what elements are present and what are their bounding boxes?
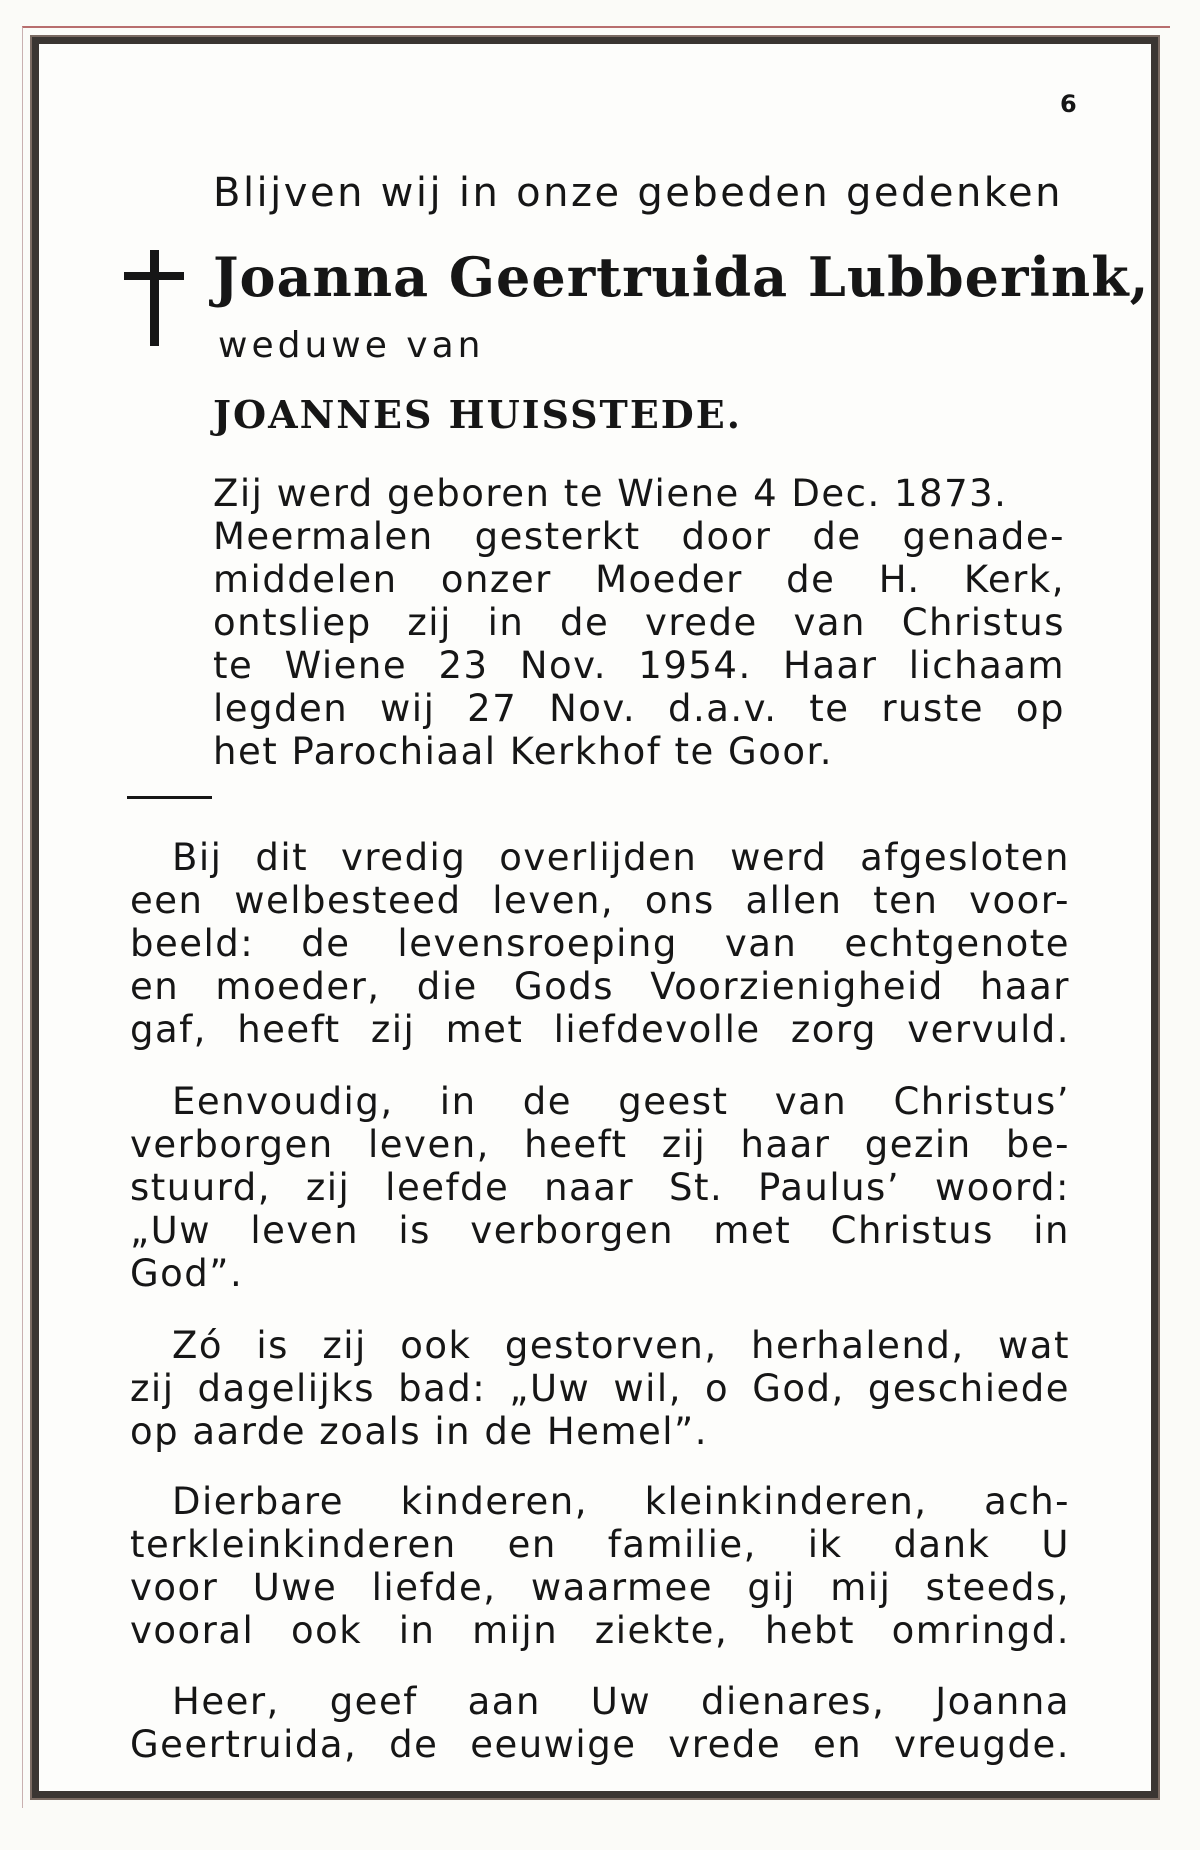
biography-line: Zij werd geboren te Wiene 4 Dec. 1873. [213, 472, 1008, 515]
paragraph-humility [130, 1080, 1070, 1295]
husband-name: JOANNES HUISSTEDE. [213, 392, 742, 437]
biography-line: het Parochiaal Kerkhof te Goor. [213, 730, 834, 773]
biography-line: Meermalen gesterkt door de genade- [213, 515, 1065, 558]
paragraph-line: Geertruida, de eeuwige vrede en vreugde. [130, 1723, 1070, 1766]
paragraph-line: gaf, heeft zij met liefdevolle zorg vervuld. [130, 1008, 1070, 1051]
paragraph-line: op aarde zoals in de Hemel”. [130, 1410, 708, 1453]
paragraph-line: Bij dit vredig overlijden werd afgesloten [172, 836, 1070, 879]
paragraph-line: een welbesteed leven, ons allen ten voor- [130, 879, 1070, 922]
widow-of-label: weduwe van [218, 325, 485, 366]
paragraph-line: stuurd, zij leefde naar St. Paulus’ woord: [130, 1166, 1070, 1209]
paragraph-line: beeld: de levensroeping van echtgenote [130, 922, 1070, 965]
paragraph-line: Zó is zij ook gestorven, herhalend, wat [172, 1324, 1070, 1367]
paragraph-line: Heer, geef aan Uw dienares, Joanna [172, 1680, 1070, 1723]
paragraph-line: zij dagelijks bad: „Uw wil, o God, geschiede [130, 1367, 1070, 1410]
paragraph-line: Eenvoudig, in de geest van Christus’ [172, 1080, 1070, 1123]
biography-line: legden wij 27 Nov. d.a.v. te ruste op [213, 687, 1065, 730]
divider-line [127, 796, 212, 799]
cross-icon [124, 250, 184, 350]
biography-line: middelen onzer Moeder de H. Kerk, [213, 558, 1065, 601]
paragraph-line: en moeder, die Gods Voorzienigheid haar [130, 965, 1070, 1008]
biography-line: te Wiene 23 Nov. 1954. Haar lichaam [213, 644, 1065, 687]
paragraph-line: vooral ook in mijn ziekte, hebt omringd. [130, 1609, 1070, 1652]
biography [213, 472, 1065, 773]
paragraph-prayer [130, 1324, 1070, 1453]
page-number: 6 [1060, 90, 1077, 118]
intro-text: Blijven wij in onze gebeden gedenken [213, 170, 1063, 216]
paragraph-line: God”. [130, 1252, 244, 1295]
paragraph-line: voor Uwe liefde, waarmee gij mij steeds, [130, 1566, 1070, 1609]
paragraph-line: terkleinkinderen en familie, ik dank U [130, 1523, 1070, 1566]
paragraph-line: verborgen leven, heeft zij haar gezin be- [130, 1123, 1070, 1166]
paragraph-family [130, 1480, 1070, 1652]
paragraph-line: „Uw leven is verborgen met Christus in [130, 1209, 1070, 1252]
paragraph-closing-prayer [130, 1680, 1070, 1766]
biography-line: ontsliep zij in de vrede van Christus [213, 601, 1065, 644]
paragraph-line: Dierbare kinderen, kleinkinderen, ach- [172, 1480, 1070, 1523]
deceased-name: Joanna Geertruida Lubberink, [213, 245, 1150, 309]
paragraph-legacy [130, 836, 1070, 1051]
